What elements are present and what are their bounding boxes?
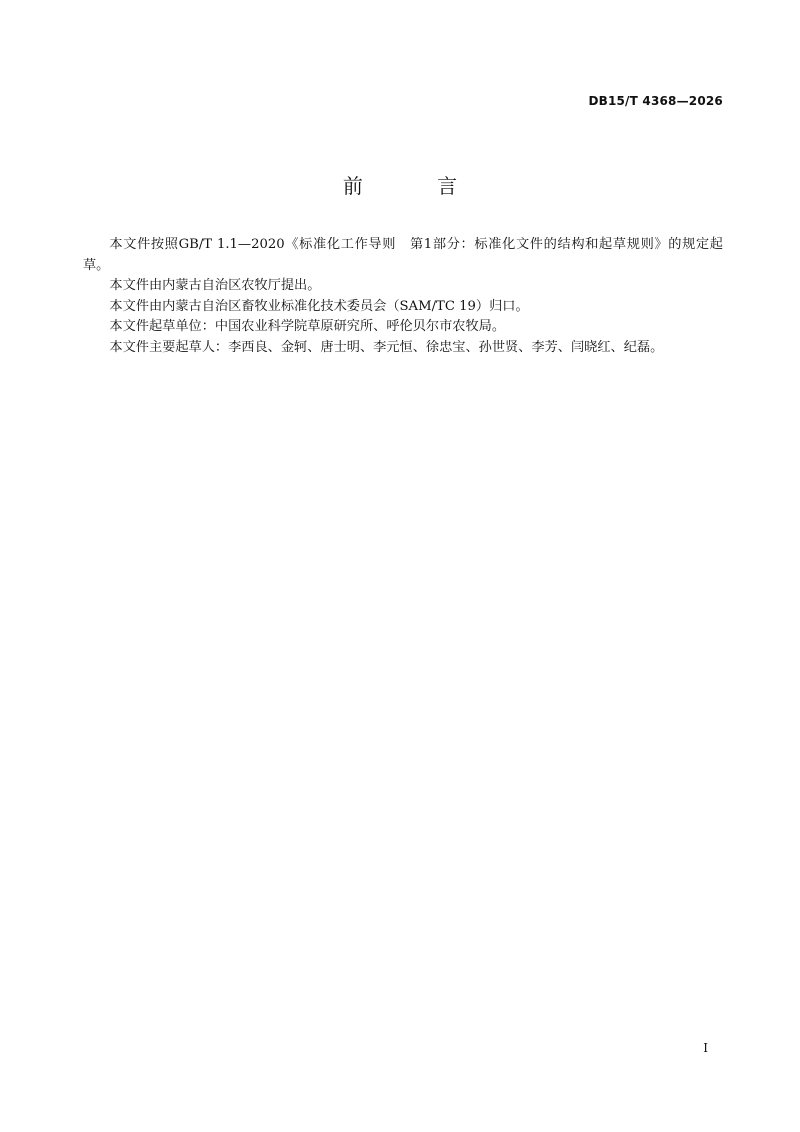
page-title: 前 言	[342, 174, 492, 198]
paragraph-drafting-rules: 本文件按照GB/T 1.1—2020《标准化工作导则 第1部分：标准化文件的结构和起草规则》的规定起草。	[83, 237, 723, 273]
paragraph-proposer: 本文件由内蒙古自治区农牧厅提出。	[109, 278, 321, 293]
foreword-body	[83, 235, 723, 358]
paragraph-drafters: 本文件主要起草人：李西良、金轲、唐士明、李元恒、徐忠宝、孙世贤、李芳、闫晓红、纪磊。	[109, 339, 664, 355]
document-code: DB15/T 4368—2026	[588, 94, 723, 108]
paragraph-drafting-units: 本文件起草单位：中国农业科学院草原研究所、呼伦贝尔市农牧局。	[109, 319, 506, 334]
page-number: I	[703, 1041, 708, 1055]
paragraph-committee: 本文件由内蒙古自治区畜牧业标准化技术委员会（SAM/TC 19）归口。	[109, 298, 529, 314]
